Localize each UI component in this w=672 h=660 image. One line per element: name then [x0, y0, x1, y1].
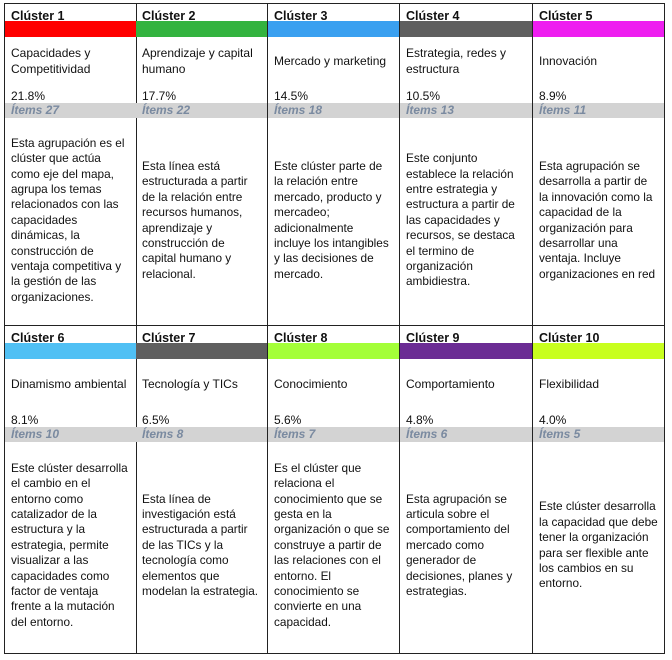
cluster-description — [400, 118, 532, 323]
cluster-title — [533, 3, 664, 21]
cluster-description-text: Esta agrupación es el clúster que actúa como eje del mapa, agrupa los temas relacionados con las capacidades dinámicas, la construcción de ventaja competitiva y la gestión de las organizaciones. — [11, 135, 125, 304]
cluster-cell — [533, 3, 665, 325]
cluster-name — [400, 37, 532, 85]
cluster-description — [268, 118, 399, 323]
cluster-name — [268, 359, 399, 409]
cluster-name-text: Mercado y marketing — [274, 54, 387, 68]
cluster-items — [268, 427, 399, 442]
cluster-color-bar — [268, 343, 399, 359]
cluster-percentage-text: 14.5% — [274, 89, 309, 103]
cluster-title-text: Clúster 7 — [142, 331, 196, 345]
cluster-color-bar — [5, 343, 136, 359]
cluster-cell — [4, 325, 137, 653]
cluster-title — [136, 3, 267, 21]
cluster-title — [5, 3, 136, 21]
cluster-percentage-text: 5.6% — [274, 413, 302, 427]
cluster-items — [400, 103, 532, 118]
cluster-percentage-text: 10.5% — [406, 89, 441, 103]
cluster-percentage-text: 6.5% — [142, 413, 170, 427]
cluster-cell — [136, 3, 268, 325]
cluster-color-bar — [136, 343, 267, 359]
cluster-name-text: Aprendizaje y capital humano — [142, 46, 253, 76]
cluster-color-bar — [5, 21, 136, 37]
cluster-items — [400, 427, 532, 442]
cluster-percentage-text: 21.8% — [11, 89, 46, 103]
cluster-percentage — [5, 85, 136, 103]
cluster-name — [533, 359, 664, 409]
cluster-cell — [268, 3, 400, 325]
cluster-name-text: Flexibilidad — [539, 377, 600, 391]
cluster-description — [400, 442, 532, 649]
cluster-title-text: Clúster 1 — [11, 9, 65, 23]
cluster-percentage-text: 17.7% — [142, 89, 177, 103]
cluster-name — [400, 359, 532, 409]
cluster-title-text: Clúster 9 — [406, 331, 460, 345]
cluster-name-text: Capacidades y Competitividad — [11, 46, 91, 76]
cluster-description-text: Este clúster desarrolla el cambio en el entorno como catalizador de la estructura y la estrategia, permite visualizar a las capacidades como factor de ventaja frente a la mutación del entorno. — [11, 460, 128, 629]
cluster-items — [5, 427, 136, 442]
cluster-title — [268, 3, 399, 21]
cluster-color-bar — [268, 21, 399, 37]
row-border — [4, 653, 665, 654]
cluster-description — [136, 118, 267, 323]
cluster-name-text: Dinamismo ambiental — [11, 377, 127, 391]
cluster-description — [268, 442, 399, 649]
cluster-percentage — [268, 85, 399, 103]
cluster-name — [136, 37, 267, 85]
cluster-color-bar — [400, 343, 532, 359]
cluster-title — [533, 325, 664, 343]
cluster-description — [533, 442, 664, 649]
cluster-description-text: Este conjunto establece la relación entre estrategia y estructura a partir de las capacidades y recursos, se destaca el termino de organización ambidiestra. — [406, 151, 515, 289]
cluster-description — [136, 442, 267, 649]
cluster-name — [5, 359, 136, 409]
cluster-items-text: Ítems 8 — [142, 427, 184, 441]
cluster-title — [5, 325, 136, 343]
cluster-name — [136, 359, 267, 409]
cluster-color-bar — [533, 343, 664, 359]
cluster-name-text: Tecnología y TICs — [142, 377, 238, 391]
cluster-title-text: Clúster 4 — [406, 9, 460, 23]
cluster-items-text: Ítems 27 — [11, 103, 60, 117]
cluster-items-text: Ítems 6 — [406, 427, 448, 441]
cluster-title-text: Clúster 3 — [274, 9, 328, 23]
cluster-description-text: Esta agrupación se articula sobre el comportamiento del mercado como generador de decisiones, planes y estrategias. — [406, 491, 513, 599]
cluster-name-text: Innovación — [539, 54, 598, 68]
cluster-title-text: Clúster 2 — [142, 9, 196, 23]
cluster-color-bar — [400, 21, 532, 37]
cluster-cell — [4, 3, 137, 325]
cluster-items-text: Ítems 7 — [274, 427, 316, 441]
cluster-items — [136, 103, 267, 118]
cluster-percentage-text: 4.0% — [539, 413, 567, 427]
cluster-items — [268, 103, 399, 118]
cluster-name — [533, 37, 664, 85]
cluster-description-text: Este clúster desarrolla la capacidad que debe tener la organización para ser flexible ante los cambios en su entorno. — [539, 499, 658, 591]
cluster-items-text: Ítems 10 — [11, 427, 60, 441]
cluster-title — [268, 325, 399, 343]
cluster-name — [268, 37, 399, 85]
cluster-percentage — [136, 409, 267, 427]
cluster-title-text: Clúster 8 — [274, 331, 328, 345]
cluster-title-text: Clúster 10 — [539, 331, 600, 345]
cluster-description-text: Este clúster parte de la relación entre mercado, producto y mercadeo; adicionalmente incluye los intangibles y las decisiones de mercado. — [274, 158, 389, 281]
cluster-items-text: Ítems 22 — [142, 103, 191, 117]
cluster-name-text: Estrategia, redes y estructura — [406, 46, 507, 76]
cluster-title — [400, 325, 532, 343]
cluster-percentage — [136, 85, 267, 103]
cluster-name-text: Comportamiento — [406, 377, 495, 391]
cluster-percentage — [268, 409, 399, 427]
cluster-cell — [400, 3, 533, 325]
cluster-items — [533, 103, 664, 118]
cluster-cell — [533, 325, 665, 653]
cluster-description-text: Esta agrupación se desarrolla a partir de la innovación como la capacidad de la organización para desarrollar una ventaja. Incluye organizaciones en red — [539, 158, 656, 281]
cluster-name-text: Conocimiento — [274, 377, 348, 391]
cluster-description-text: Esta línea de investigación está estructurada a partir de las TICs y la tecnología como elementos que modelan la estrategia. — [142, 491, 259, 599]
cluster-items-text: Ítems 5 — [539, 427, 581, 441]
cluster-percentage — [533, 85, 664, 103]
cluster-items — [533, 427, 664, 442]
cluster-percentage-text: 8.1% — [11, 413, 39, 427]
cluster-cell — [268, 325, 400, 653]
cluster-title — [136, 325, 267, 343]
cluster-description — [533, 118, 664, 323]
cluster-title-text: Clúster 6 — [11, 331, 65, 345]
cluster-title — [400, 3, 532, 21]
cluster-items-text: Ítems 13 — [406, 103, 455, 117]
cluster-items — [5, 103, 136, 118]
cluster-percentage-text: 4.8% — [406, 413, 434, 427]
cluster-description — [5, 442, 136, 649]
cluster-title-text: Clúster 5 — [539, 9, 593, 23]
cluster-percentage — [533, 409, 664, 427]
cluster-cell — [136, 325, 268, 653]
cluster-percentage-text: 8.9% — [539, 89, 567, 103]
cluster-percentage — [400, 409, 532, 427]
cluster-percentage — [400, 85, 532, 103]
cluster-description — [5, 118, 136, 323]
cluster-color-bar — [136, 21, 267, 37]
cluster-items-text: Ítems 11 — [539, 103, 587, 117]
cluster-description-text: Es el clúster que relaciona el conocimiento que se gesta en la organización o que se construye a partir de las relaciones con el entorno. El conocimiento se convierte en una capacidad. — [274, 460, 390, 629]
cluster-items-text: Ítems 18 — [274, 103, 323, 117]
cluster-color-bar — [533, 21, 664, 37]
cluster-cell — [400, 325, 533, 653]
cluster-percentage — [5, 409, 136, 427]
cluster-items — [136, 427, 267, 442]
cluster-description-text: Esta línea está estructurada a partir de la relación entre recursos humanos, aprendizaje y construcción de capital humano y relacional. — [142, 158, 248, 281]
cluster-name — [5, 37, 136, 85]
